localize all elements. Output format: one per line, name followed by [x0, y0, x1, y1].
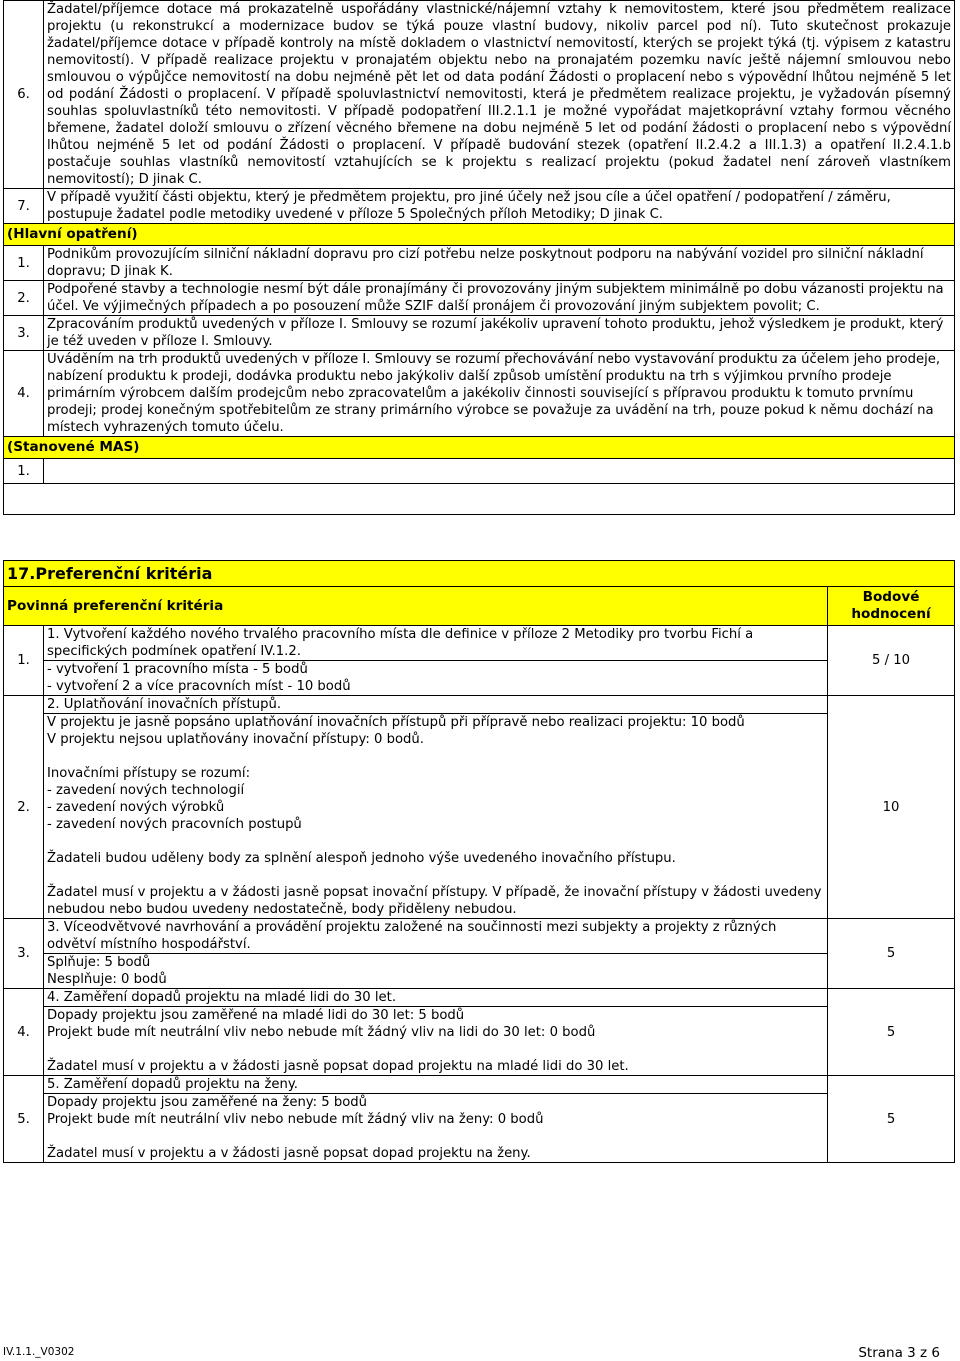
table-row	[4, 351, 955, 437]
table-row-empty	[4, 484, 955, 515]
section-header-mas	[4, 437, 955, 459]
criterion-body-row	[4, 1094, 955, 1163]
criterion-score: 5	[828, 989, 955, 1076]
table-row	[4, 189, 955, 224]
criterion-number: 1.	[4, 626, 44, 696]
row-text: V případě využití části objektu, který je předmětem projektu, pro jiné účely než jsou cíle a účel opatření / podopatření / záměru, postupuje žadatel podle metodiky uvedené v příloze 5 Společných příloh Metodiky; D jinak C.	[44, 189, 955, 224]
criterion-number: 4.	[4, 989, 44, 1076]
criterion-title-row	[4, 696, 955, 714]
row-number: 1.	[4, 459, 44, 484]
table-row	[4, 1, 955, 189]
row-text: Zpracováním produktů uvedených v příloze I. Smlouvy se rozumí jakékoliv upravení tohoto produktu, jehož výsledkem je produkt, který je též uveden v příloze I. Smlouvy.	[44, 316, 955, 351]
section-header-hlavni	[4, 224, 955, 246]
criterion-title: 2. Uplatňování inovačních přístupů.	[44, 696, 828, 714]
table-row	[4, 316, 955, 351]
row-number: 4.	[4, 351, 44, 437]
criterion-number: 5.	[4, 1076, 44, 1163]
criterion-title: 4. Zaměření dopadů projektu na mladé lidi do 30 let.	[44, 989, 828, 1007]
criterion-body: Dopady projektu jsou zaměřené na ženy: 5 bodů Projekt bude mít neutrální vliv nebo nebude mít žádný vliv na ženy: 0 bodů Žadatel musí v projektu a v žádosti jasně popsat dopad projektu na ženy.	[44, 1094, 828, 1163]
section-label: (Hlavní opatření)	[4, 224, 955, 246]
row-number: 1.	[4, 246, 44, 281]
criterion-score: 10	[828, 696, 955, 919]
criterion-body-row	[4, 661, 955, 696]
section-title: 17.Preferenční kritéria	[4, 561, 955, 587]
criterion-title-row	[4, 919, 955, 954]
criterion-title: 1. Vytvoření každého nového trvalého pracovního místa dle definice v příloze 2 Metodiky pro tvorbu Fichí a specifických podmínek opatření IV.1.2.	[44, 626, 828, 661]
criterion-body: - vytvoření 1 pracovního místa - 5 bodů - vytvoření 2 a více pracovních míst - 10 bodů	[44, 661, 828, 696]
preference-criteria-table	[3, 560, 955, 1163]
criterion-body: Dopady projektu jsou zaměřené na mladé lidi do 30 let: 5 bodů Projekt bude mít neutrální vliv nebo nebude mít žádný vliv na lidi do 30 let: 0 bodů Žadatel musí v projektu a v žádosti jasně popsat dopad projektu na mladé lidi do 30 let.	[44, 1007, 828, 1076]
criterion-number: 2.	[4, 696, 44, 919]
criterion-title: 3. Víceodvětvové navrhování a provádění projektu založené na součinnosti mezi subjekty a projekty z různých odvětví místního hospodářství.	[44, 919, 828, 954]
criterion-number: 3.	[4, 919, 44, 989]
criterion-body: Splňuje: 5 bodů Nesplňuje: 0 bodů	[44, 954, 828, 989]
row-number: 7.	[4, 189, 44, 224]
page-number: Strana 3 z 6	[858, 1345, 940, 1361]
subsection-title: Povinná preferenční kritéria	[4, 587, 828, 626]
row-text: Podnikům provozujícím silniční nákladní dopravu pro cizí potřebu nelze poskytnout podporu na nabývání vozidel pro silniční nákladní dopravu; D jinak K.	[44, 246, 955, 281]
criterion-title-row	[4, 1076, 955, 1094]
row-number: 3.	[4, 316, 44, 351]
criterion-title-row	[4, 626, 955, 661]
criterion-body-row	[4, 954, 955, 989]
row-text: Žadatel/příjemce dotace má prokazatelně uspořádány vlastnické/nájemní vztahy k nemovitostem, které jsou předmětem realizace projektu (u rekonstrukcí a modernizace budov se týká pouze vlastní budovy, nikoliv parcel pod ní). Tuto skutečnost prokazuje žadatel/příjemce dotace v případě kontroly na místě dokladem o vlastnictví nemovitostí, kterých se projekt týká (tj. výpisem z katastru nemovitostí). V případě realizace projektu v pronajatém objektu nebo na pronajatém pozemku navíc ještě nájemní smlouvou nebo smlouvou o výpůjčce nemovitostí na dobu nejméně pět let od data podání Žádosti o proplacení nebo s výpovědní lhůtou nejméně 5 let od podání Žádosti o proplacení. V případě spoluvlastnictví nemovitosti, která je předmětem realizace projektu, je vyžadován písemný souhlas spoluvlastníků této nemovitosti. V případě podopatření III.2.1.1 je možné vypořádat majetkoprávní vztahy formou věcného břemene, žadatel doloží smlouvu o zřízení věcného břemene na dobu nejméně 5 let od podání žádosti o proplacení nebo s výpovědní lhůtou nejméně 5 let od podání Žádosti o proplacení. V případě budování stezek (opatření II.2.4.2 a III.1.3) a opatření II.2.4.1.b postačuje souhlas vlastníků nemovitostí vztahujících se k projektu s realizací projektu (pokud žadatel není zároveň vlastníkem nemovitostí); D jinak C.	[44, 1, 955, 189]
row-text	[44, 459, 955, 484]
criterion-body-row	[4, 714, 955, 919]
empty-cell	[4, 484, 955, 515]
section-label: (Stanovené MAS)	[4, 437, 955, 459]
criterion-score: 5	[828, 1076, 955, 1163]
table-row	[4, 281, 955, 316]
criterion-body: V projektu je jasně popsáno uplatňování inovačních přístupů při přípravě nebo realizaci projektu: 10 bodů V projektu nejsou uplatňovány inovační přístupy: 0 bodů. Inovačními přístupy se rozumí: - zavedení nových technologií - zavedení nových výrobků - zavedení nových pracovních postupů Žadateli budou uděleny body za splnění alespoň jednoho výše uvedeného inovačního přístupu. Žadatel musí v projektu a v žádosti jasně popsat inovační přístupy. V případě, že inovační přístupy v žádosti uvedeny nebudou nebo budou uvedeny nedostatečně, body přiděleny nebudou.	[44, 714, 828, 919]
section-title-row	[4, 561, 955, 587]
criterion-title: 5. Zaměření dopadů projektu na ženy.	[44, 1076, 828, 1094]
table-row	[4, 459, 955, 484]
row-text: Uváděním na trh produktů uvedených v příloze I. Smlouvy se rozumí přechovávání nebo vystavování produktu za účelem jeho prodeje, nabízení produktu k prodeji, dodávka produktu nebo jakýkoliv další způsob umístění produktu na trh s výjimkou prvního prodeje primárním výrobcem dalším prodejcům nebo zpracovatelům a jakékoliv činnosti související s přípravou produktu k tomuto prvnímu prodeji; prodej konečným spotřebitelům ze strany primárního výrobce se považuje za uvádění na trh, pouze pokud k němu dochází na místech vyhrazených tomuto účelu.	[44, 351, 955, 437]
criterion-title-row	[4, 989, 955, 1007]
table-row	[4, 246, 955, 281]
subsection-header	[4, 587, 955, 626]
row-number: 6.	[4, 1, 44, 189]
document-code: IV.1.1._V0302	[3, 1346, 75, 1358]
criterion-score: 5	[828, 919, 955, 989]
score-header: Bodové hodnocení	[828, 587, 955, 626]
criterion-body-row	[4, 1007, 955, 1076]
row-text: Podpořené stavby a technologie nesmí být dále pronajímány či provozovány jiným subjektem minimálně po dobu vázanosti projektu na účel. Ve výjimečných případech a po posouzení může SZIF další pronájem či provozování jiným subjektem povolit; C.	[44, 281, 955, 316]
row-number: 2.	[4, 281, 44, 316]
conditions-table	[3, 0, 955, 515]
criterion-score: 5 / 10	[828, 626, 955, 696]
